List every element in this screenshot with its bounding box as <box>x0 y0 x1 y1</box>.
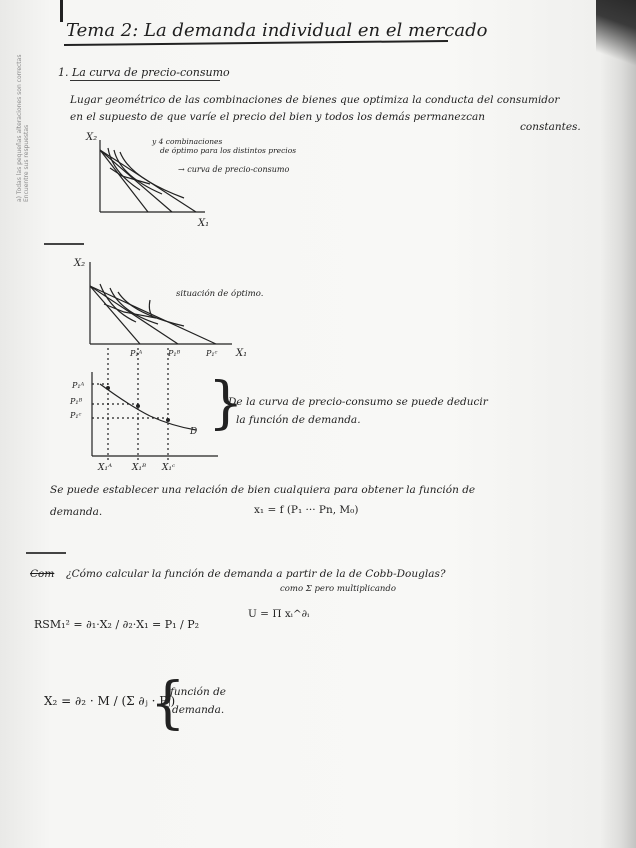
graph3-y-tick-b: P₁ᴮ <box>70 397 83 406</box>
graph1-annotation-line2: de óptimo para los distintos precios <box>160 146 297 155</box>
graph2-x-label: X₁ <box>236 348 248 359</box>
graph1-curve-label: → curva de precio-consumo <box>178 165 290 174</box>
section1-paragraph-line3: constantes. <box>520 121 581 133</box>
question-strikethrough: Com <box>30 568 55 580</box>
demand-formula: X₂ = ∂₂ · M / (Σ ∂ⱼ · Pⱼ) <box>44 694 176 708</box>
demand-label-line2: demanda. <box>172 704 225 716</box>
relation-line2: demanda. <box>50 506 103 518</box>
graph1-x-label: X₁ <box>198 218 210 229</box>
demand-brace: { <box>150 671 186 736</box>
section1-paragraph-line2: en el supuesto de que varíe el precio del bien y todos los demás permanezcan <box>70 111 486 123</box>
relation-formula: x₁ = f (P₁ ··· Pn, M₀) <box>254 504 359 516</box>
graph3-note-line1: De la curva de precio-consumo se puede deducir <box>228 396 488 408</box>
graph2-y-label: X₂ <box>74 258 86 269</box>
utility-note: como Σ pero multiplicando <box>280 584 396 594</box>
graph3-brace: } <box>208 371 244 436</box>
graph2-price-b: P₁ᴮ <box>168 349 181 358</box>
graph2-annotation: situación de óptimo. <box>176 289 264 299</box>
page-title: Tema 2: La demanda individual en el mercado <box>66 20 488 41</box>
utility-formula: U = Π xᵢ^∂ᵢ <box>248 608 310 620</box>
section1-paragraph-line1: Lugar geométrico de las combinaciones de bienes que optimiza la conducta del consumidor <box>70 94 560 106</box>
demand-label-line1: función de <box>170 686 227 698</box>
graph3-note-line2: la función de demanda. <box>236 414 361 426</box>
graph3-y-tick-c: P₁ᶜ <box>70 411 82 420</box>
graph3-x-tick-b: X₁ᴮ <box>132 463 147 473</box>
margin-note-line2: Encuentre sus respuestas <box>23 124 30 202</box>
graph3-demand-curve <box>100 384 196 430</box>
graph3-y-tick-a: P₁ᴬ <box>72 381 85 390</box>
relation-line1: Se puede establecer una relación de bien cualquiera para obtener la función de <box>50 484 476 496</box>
graph3-point-b <box>136 404 140 408</box>
rsm-formula: RSM₁² = ∂₁·X₂ / ∂₂·X₁ = P₁ / P₂ <box>34 618 200 631</box>
graph3-point-c <box>166 418 170 422</box>
graph3-x-tick-c: X₁ᶜ <box>162 463 176 473</box>
graph2-price-c: P₁ᶜ <box>206 349 218 358</box>
graph2-price-a: P₁ᴬ <box>130 349 143 358</box>
separator-2 <box>26 552 66 554</box>
graph1-annotation-line1: y 4 combinaciones <box>152 137 223 146</box>
graph3-x-tick-a: X₁ᴬ <box>98 463 113 473</box>
graph3-point-a <box>106 386 110 390</box>
question-text: ¿Cómo calcular la función de demanda a partir de la de Cobb-Douglas? <box>66 568 446 580</box>
margin-note-line1: a) Todas las pequeñas alteraciones son correctas <box>16 54 23 202</box>
graph1-y-label: X₂ <box>86 132 98 143</box>
graph3-curve-label: D <box>190 427 198 437</box>
section1-heading: 1. La curva de precio-consumo <box>58 66 230 79</box>
